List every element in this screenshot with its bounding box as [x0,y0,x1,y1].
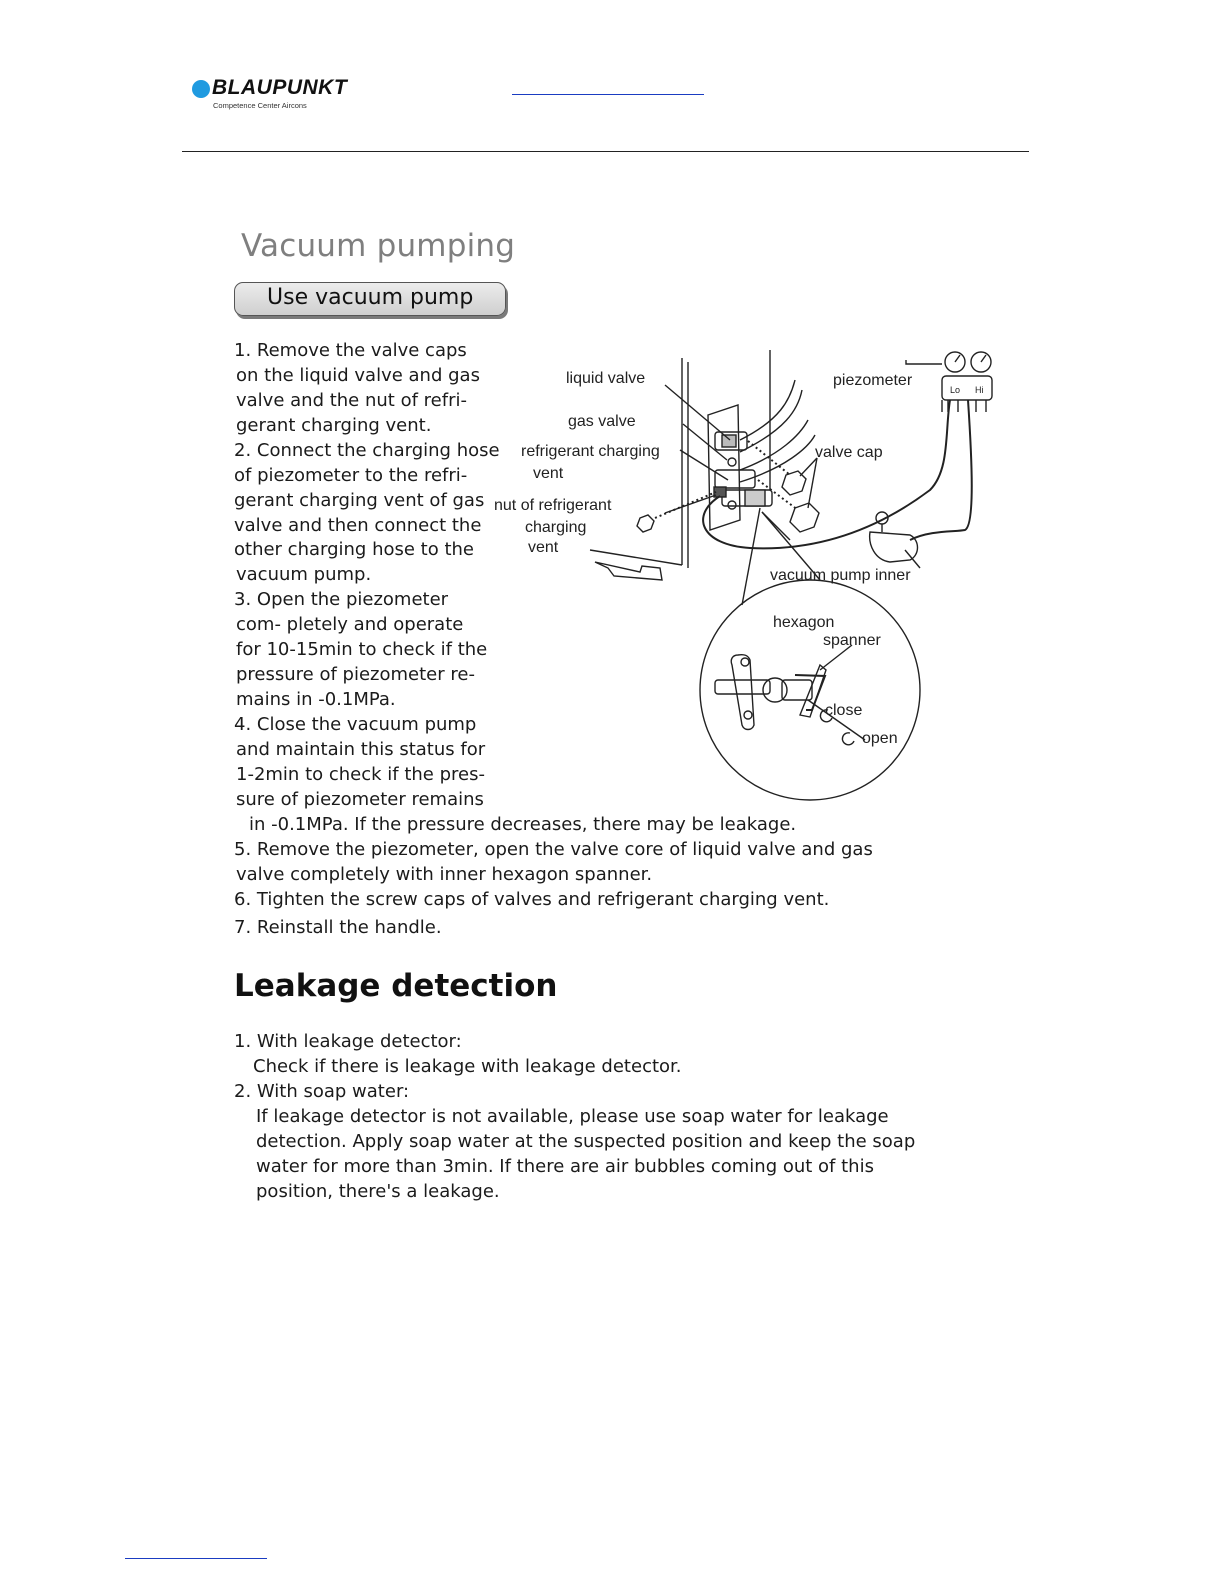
section-title-leakage-detection: Leakage detection [234,968,558,1004]
label-refrigerant-vent: vent [533,465,564,482]
header-link-line[interactable] [512,94,704,95]
leak-line: position, there's a leakage. [256,1181,500,1202]
leak-line: If leakage detector is not available, please use soap water for leakage [256,1106,889,1127]
label-close: close [825,702,863,719]
header-divider [182,151,1029,152]
label-lo: Lo [950,385,961,395]
step-line: com- pletely and operate [236,614,464,635]
footer-link-line[interactable] [125,1558,267,1559]
step-line: other charging hose to the [234,539,475,560]
label-refrigerant-charging: refrigerant charging [521,443,660,460]
label-hexagon: hexagon [773,614,835,631]
vacuum-pump-diagram [490,340,1010,810]
label-nut-vent: vent [528,539,559,556]
section-title-vacuum-pumping: Vacuum pumping [241,228,516,264]
label-valve-cap: valve cap [815,444,883,461]
label-hi: Hi [975,385,984,395]
step-line: of piezometer to the refri- [234,465,468,486]
label-piezometer: piezometer [833,372,913,389]
step-line: in -0.1MPa. If the pressure decreases, there may be leakage. [249,814,797,835]
brand-name: BLAUPUNKT [212,76,348,99]
step-line: vacuum pump. [236,564,372,585]
leak-line: Check if there is leakage with leakage detector. [253,1056,682,1077]
step-line: valve completely with inner hexagon spanner. [236,864,653,885]
label-open: open [862,730,898,747]
step-line: on the liquid valve and gas [236,365,480,386]
step-line: mains in -0.1MPa. [236,689,396,710]
step-line: 1. Remove the valve caps [234,340,467,361]
label-nut-charging: charging [525,519,587,536]
step-line: and maintain this status for [236,739,486,760]
step-line: valve and the nut of refri- [236,390,467,411]
leak-line: 2. With soap water: [234,1081,410,1102]
step-line: 5. Remove the piezometer, open the valve core of liquid valve and gas [234,839,873,860]
step-line: 2. Connect the charging hose [234,440,500,461]
step-line: for 10-15min to check if the [236,639,488,660]
label-nut-of-refrigerant: nut of refrigerant [494,497,612,514]
leak-line: detection. Apply soap water at the suspected position and keep the soap [256,1131,916,1152]
leak-line: 1. With leakage detector: [234,1031,462,1052]
step-line: sure of piezometer remains [236,789,484,810]
label-spanner: spanner [823,632,881,649]
subsection-badge [234,282,506,316]
step-line: 7. Reinstall the handle. [234,917,442,938]
label-vacuum-pump-inner: vacuum pump inner [770,567,911,584]
step-line: gerant charging vent. [236,415,432,436]
step-line: 6. Tighten the screw caps of valves and refrigerant charging vent. [234,889,830,910]
step-line: 3. Open the piezometer [234,589,449,610]
brand-logo-icon [192,80,210,98]
step-line: 4. Close the vacuum pump [234,714,477,735]
step-line: pressure of piezometer re- [236,664,475,685]
label-liquid-valve: liquid valve [566,370,646,387]
label-gas-valve: gas valve [568,413,636,430]
leak-line: water for more than 3min. If there are air bubbles coming out of this [256,1156,874,1177]
brand-subtitle: Competence Center Aircons [213,101,307,110]
subsection-badge-label: Use vacuum pump [267,285,474,310]
step-line: gerant charging vent of gas [234,490,485,511]
step-line: valve and then connect the [234,515,482,536]
step-line: 1-2min to check if the pres- [236,764,485,785]
